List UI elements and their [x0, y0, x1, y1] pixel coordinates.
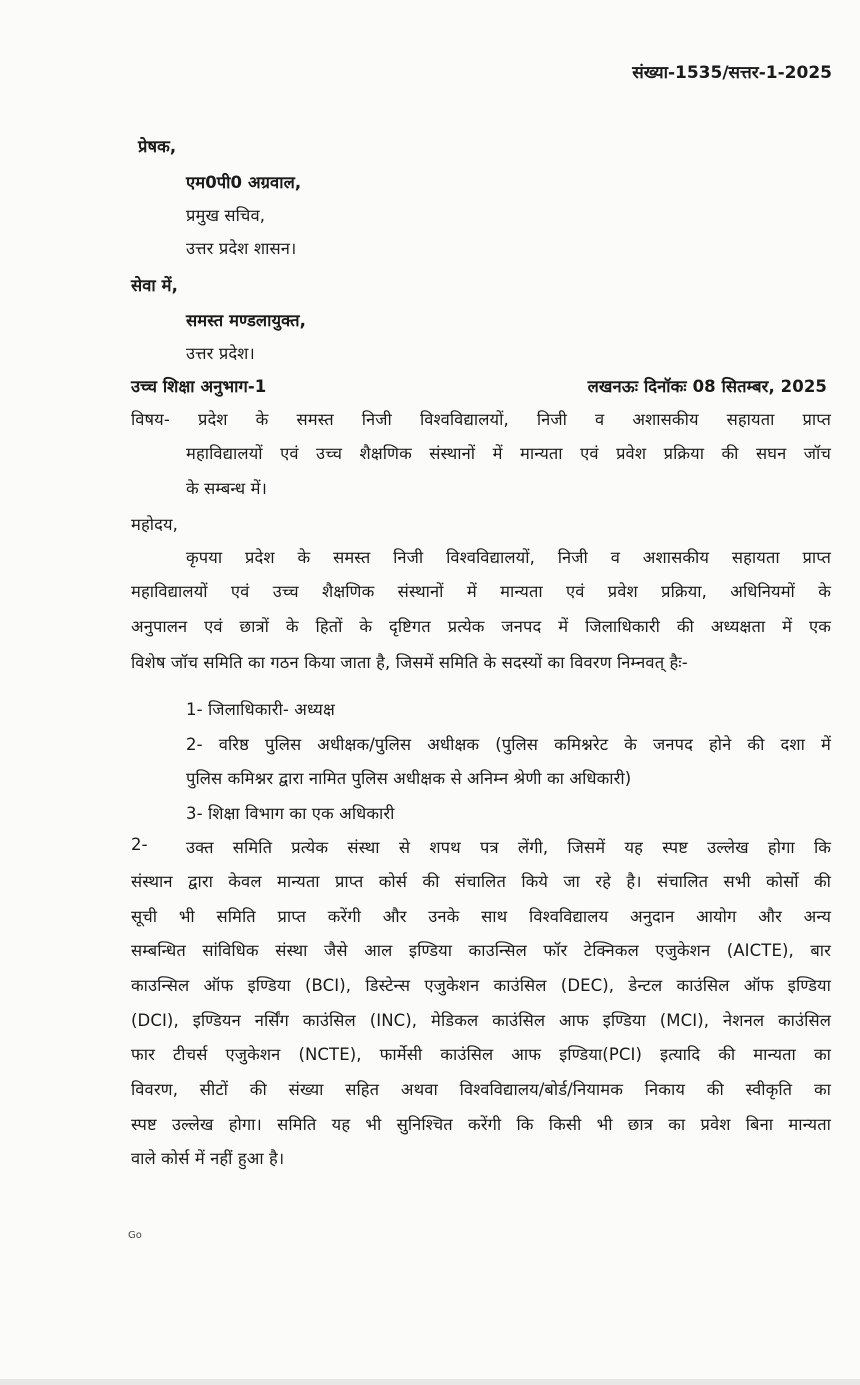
para2-line-3: सूची भी समिति प्राप्त करेंगी और उनके साथ विश्वविद्यालय अनुदान आयोग और अन्य: [131, 907, 831, 926]
sender-office: उत्तर प्रदेश शासन।: [186, 239, 297, 258]
para1-line-1: कृपया प्रदेश के समस्त निजी विश्वविद्यालयों, निजी व अशासकीय सहायता प्राप्त: [186, 548, 831, 567]
para2-line-10: वाले कोर्स में नहीं हुआ है।: [131, 1149, 285, 1168]
para1-line-3: अनुपालन एवं छात्रों के हितों के दृष्टिगत प्रत्येक जनपद में जिलाधिकारी की अध्यक्षता में एक: [131, 617, 831, 636]
footer-mark: Go: [128, 1230, 142, 1241]
recipient-label: सेवा में,: [131, 276, 178, 295]
recipient-place: उत्तर प्रदेश।: [186, 344, 255, 363]
para2-line-1: उक्त समिति प्रत्येक संस्था से शपथ पत्र लेंगी, जिसमें यह स्पष्ट उल्लेख होगा कि: [186, 838, 831, 857]
section-name: उच्च शिक्षा अनुभाग-1: [131, 377, 267, 396]
member-3: 3- शिक्षा विभाग का एक अधिकारी: [186, 804, 395, 823]
sender-label: प्रेषक,: [138, 137, 177, 156]
subject-line-3: के सम्बन्ध में।: [186, 479, 267, 498]
subject-line-2: महाविद्यालयों एवं उच्च शैक्षणिक संस्थानों में मान्यता एवं प्रवेश प्रक्रिया की सघन जॉच: [186, 444, 831, 463]
para2-line-8: विवरण, सीटों की संख्या सहित अथवा विश्वविद्यालय/बोर्ड/नियामक निकाय की स्वीकृति का: [131, 1080, 831, 1099]
para2-number: 2-: [131, 835, 148, 854]
para2-line-5: काउन्सिल ऑफ इण्डिया (BCI), डिस्टेन्स एजुकेशन काउंसिल (DEC), डेन्टल काउंसिल ऑफ इण्डिया: [131, 976, 831, 995]
salutation: महोदय,: [131, 515, 178, 534]
member-2-continued: पुलिस कमिश्नर द्वारा नामित पुलिस अधीक्षक से अनिम्न श्रेणी का अधिकारी): [186, 769, 632, 788]
para2-line-6: (DCI), इण्डियन नर्सिंग काउंसिल (INC), मेडिकल काउंसिल आफ इण्डिया (MCI), नेशनल काउंसिल: [131, 1011, 831, 1030]
sender-designation: प्रमुख सचिव,: [186, 206, 266, 225]
para1-line-4: विशेष जॉच समिति का गठन किया जाता है, जिसमें समिति के सदस्यों का विवरण निम्नवत् हैः-: [131, 653, 688, 672]
place-date: लखनऊः दिनॉकः 08 सितम्बर, 2025: [587, 377, 827, 396]
page-bottom-edge: [0, 1379, 860, 1385]
reference-number: संख्या-1535/सत्तर-1-2025: [632, 63, 832, 83]
member-1: 1- जिलाधिकारी- अध्यक्ष: [186, 700, 335, 719]
sender-name: एम0पी0 अग्रवाल,: [186, 173, 302, 192]
para2-line-7: फार टीचर्स एजुकेशन (NCTE), फार्मेसी काउंसिल आफ इण्डिया(PCI) इत्यादि की मान्यता का: [131, 1045, 831, 1064]
subject-line-1: विषय- प्रदेश के समस्त निजी विश्वविद्यालयों, निजी व अशासकीय सहायता प्राप्त: [131, 410, 831, 429]
recipient-name: समस्त मण्डलायुक्त,: [186, 311, 306, 330]
para2-line-4: सम्बन्धित सांविधिक संस्था जैसे आल इण्डिया काउन्सिल फॉर टेक्निकल एजुकेशन (AICTE), बार: [131, 941, 831, 960]
para1-line-2: महाविद्यालयों एवं उच्च शैक्षणिक संस्थानों में मान्यता एवं प्रवेश प्रक्रिया, अधिनियमों के: [131, 582, 831, 601]
member-2: 2- वरिष्ठ पुलिस अधीक्षक/पुलिस अधीक्षक (पुलिस कमिश्नरेट के जनपद होने की दशा में: [186, 735, 831, 754]
para2-line-2: संस्थान द्वारा केवल मान्यता प्राप्त कोर्स की संचालित किये जा रहे है। संचालित सभी कोर्सो की: [131, 872, 831, 891]
para2-line-9: स्पष्ट उल्लेख होगा। समिति यह भी सुनिश्चित करेंगी कि किसी भी छात्र का प्रवेश बिना मान्यता: [131, 1115, 831, 1134]
